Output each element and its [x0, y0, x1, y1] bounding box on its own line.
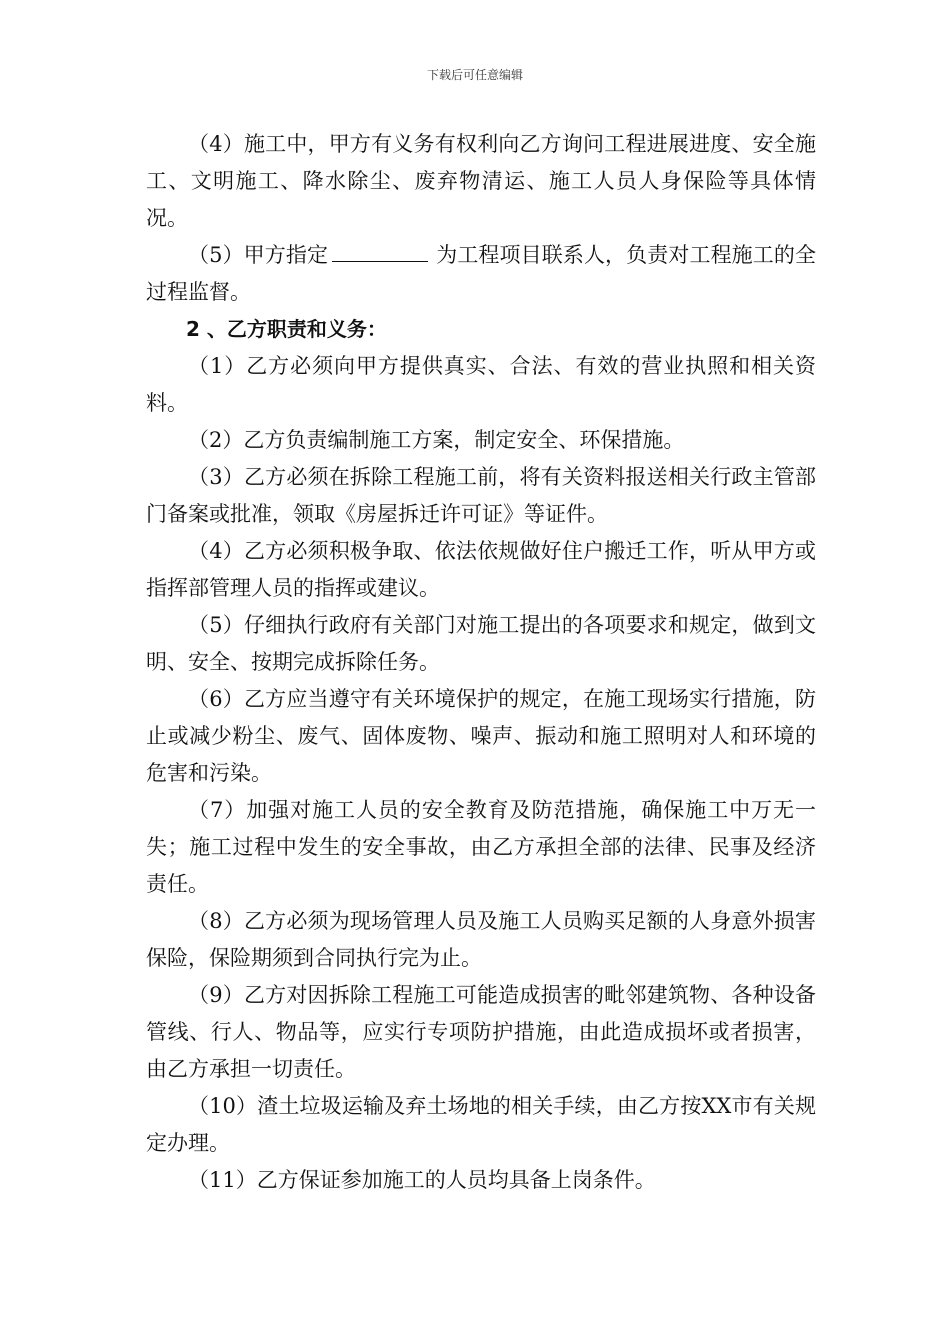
paragraph-a-5-prefix: （5）甲方指定 — [188, 243, 329, 267]
paragraph-a-5 — [146, 237, 816, 311]
paragraph-b-11: （11）乙方保证参加施工的人员均具备上岗条件。 — [188, 1168, 656, 1192]
paragraph-b-7: （7）加强对施工人员的安全教育及防范措施，确保施工中万无一失；施工过程中发生的安全事故，由乙方承担全部的法律、民事及经济责任。 — [146, 798, 816, 896]
header-note: 下载后可任意编辑 — [426, 68, 523, 82]
paragraph-b-3: （3）乙方必须在拆除工程施工前，将有关资料报送相关行政主管部门备案或批准，领取《房屋拆迁许可证》等证件。 — [146, 465, 816, 526]
paragraph-b-4: （4）乙方必须积极争取、依法依规做好住户搬迁工作，听从甲方或指挥部管理人员的指挥或建议。 — [146, 539, 816, 600]
paragraph-b-5: （5）仔细执行政府有关部门对施工提出的各项要求和规定，做到文明、安全、按期完成拆除任务。 — [146, 613, 816, 674]
contact-person-blank[interactable] — [332, 241, 428, 262]
paragraph-b-8: （8）乙方必须为现场管理人员及施工人员购买足额的人身意外损害保险，保险期须到合同执行完为止。 — [146, 909, 816, 970]
paragraph-b-6: （6）乙方应当遵守有关环境保护的规定，在施工现场实行措施，防止或减少粉尘、废气、固体废物、噪声、振动和施工照明对人和环境的危害和污染。 — [146, 687, 816, 785]
paragraph-b-9: （9）乙方对因拆除工程施工可能造成损害的毗邻建筑物、各种设备管线、行人、物品等，应实行专项防护措施，由此造成损坏或者损害，由乙方承担一切责任。 — [146, 983, 816, 1081]
paragraph-b-1: （1）乙方必须向甲方提供真实、合法、有效的营业执照和相关资料。 — [146, 354, 816, 415]
section-heading: 2 、乙方职责和义务： — [186, 317, 387, 341]
paragraph-b-2: （2）乙方负责编制施工方案，制定安全、环保措施。 — [188, 428, 685, 452]
paragraph-a-4: （4）施工中，甲方有义务有权利向乙方询问工程进展进度、安全施工、文明施工、降水除尘、废弃物清运、施工人员人身保险等具体情况。 — [146, 132, 816, 230]
paragraph-a-5-suffix: 为工程项目联系人，负责对工程施工的全过程监督。 — [146, 243, 816, 304]
document-body — [146, 126, 816, 1199]
paragraph-b-10: （10）渣土垃圾运输及弃土场地的相关手续，由乙方按XX市有关规定办理。 — [146, 1094, 816, 1155]
